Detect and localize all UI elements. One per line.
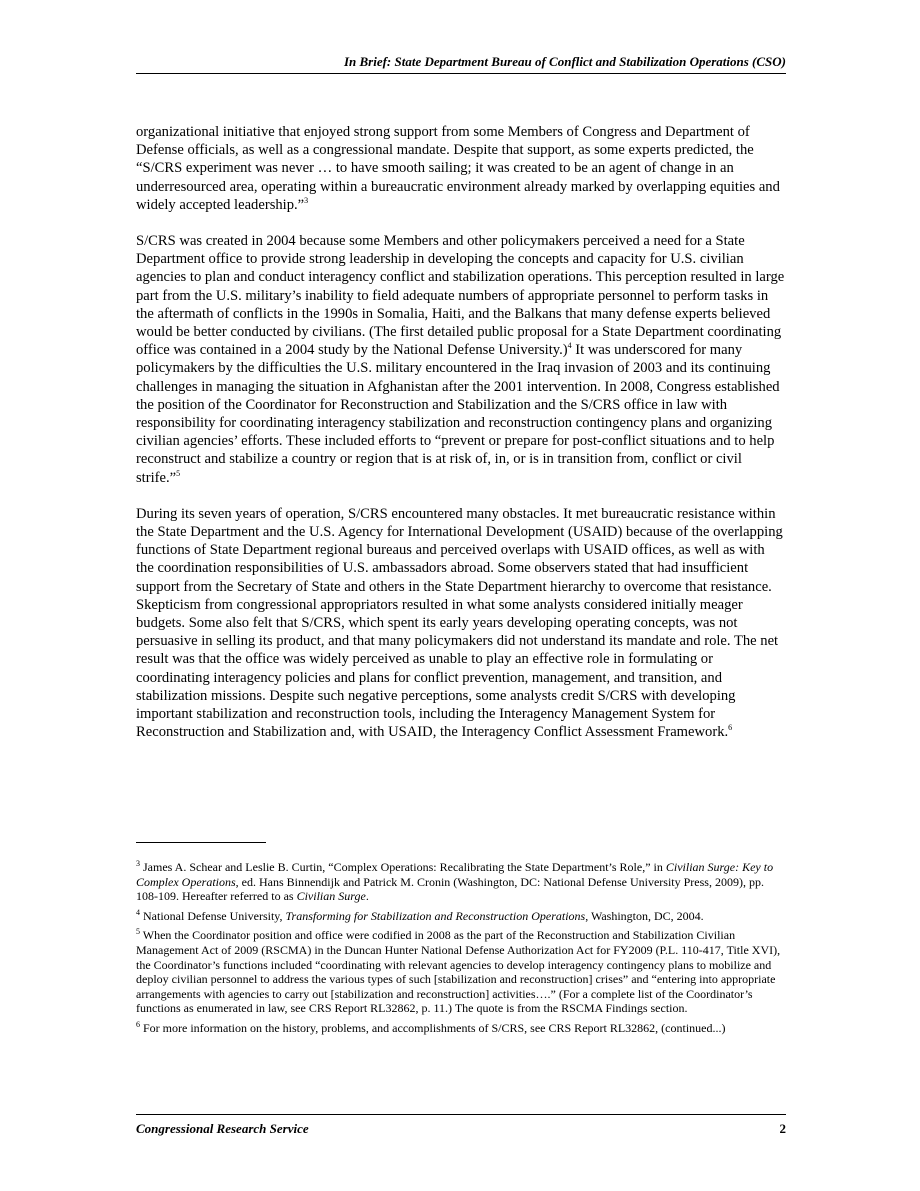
footnote-number: 4: [136, 907, 140, 917]
footnote-text: James A. Schear and Leslie B. Curtin, “Complex Operations: Recalibrating the State Department’s Role,” in: [140, 860, 666, 874]
footnote-divider: [136, 842, 266, 843]
paragraph-1: [136, 123, 786, 214]
footnote-text: For more information on the history, problems, and accomplishments of S/CRS, see CRS Report RL32862, (continued...): [140, 1020, 726, 1035]
footnote-text: , ed. Hans Binnendijk and Patrick M. Cronin (Washington, DC: National Defense University Press, 2009), pp. 108-109. Hereafter referred to as: [136, 874, 764, 904]
footnote-ref-4[interactable]: 4: [567, 341, 572, 351]
footnote-title: Civilian Surge: [296, 889, 366, 904]
footnote-number: 5: [136, 927, 140, 937]
footnote-text: , Washington, DC, 2004.: [585, 908, 704, 923]
footnote-number: 3: [136, 859, 140, 868]
footnote-6: [136, 1021, 786, 1036]
footnote-number: 6: [136, 1019, 140, 1029]
footnote-text: .: [365, 889, 369, 904]
running-header: In Brief: State Department Bureau of Conflict and Stabilization Operations (CSO): [343, 54, 786, 69]
footnote-4: [136, 909, 786, 924]
footnote-title: Civilian Surge: Key to Complex Operations: [136, 860, 774, 889]
paragraph-text: During its seven years of operation, S/CRS encountered many obstacles. It met bureaucratic resistance within the State Department and the U.S. Agency for International Development (USAID) because of the overlapping functions of State Department regional bureaus and perceived overlaps with USAID offices, as well as with the coordination responsibilities of U.S. ambassadors abroad. Some observers stated that had insufficient support from the Secretary of State and others in the State Department hierarchy to overcome that resistance. Skepticism from congressional appropriators resulted in what some analysts considered initially meager budgets. Some also felt that S/CRS, which spent its early years developing operating concepts, was not persuasive in selling its product, and that many policymakers did not understand its mandate and role. The net result was that the office was widely perceived as unable to play an effective role in formulating or coordinating interagency policies and plans for conflict prevention, management, and transition, and stabilization missions. Despite such negative perceptions, some analysts credit S/CRS with developing important stabilization and reconstruction tools, including the Interagency Management System for Reconstruction and Stabilization and, with USAID, the Interagency Conflict Assessment Framework.: [136, 505, 783, 741]
footnote-ref-5[interactable]: 5: [176, 468, 181, 478]
footnote-text: National Defense University,: [140, 908, 286, 923]
paragraph-2: [136, 232, 786, 487]
paragraph-text: organizational initiative that enjoyed strong support from some Members of Congress and Department of Defense officials, as well as a congressional mandate. Despite that support, as some experts predicted, the “S/CRS experiment was never … to have smooth sailing; it was created to be an agent of change in an underresourced area, operating within a bureaucratic environment already marked by overlapping equities and widely accepted leadership.”: [136, 124, 780, 213]
page-footer: [136, 1121, 786, 1137]
footnote-3: [136, 860, 786, 904]
footnotes: [136, 860, 786, 1041]
paragraph-text: It was underscored for many policymakers by the difficulties the U.S. military encountered in the Iraq invasion of 2003 and its continuing challenges in managing the situation in Afghanistan after the 2001 intervention. In 2008, Congress established the position of the Coordinator for Reconstruction and Stabilization and the S/CRS office in law with responsibility for coordinating interagency stabilization and reconstruction contingency plans and organizing civilian agencies’ efforts. These included efforts to “prevent or prepare for post-conflict situations and to help reconstruct and stabilize a country or region that is at risk of, in, or is in transition from, conflict or civil strife.”: [136, 342, 780, 486]
footnote-text: When the Coordinator position and office were codified in 2008 as the part of the Reconstruction and Stabilization Civilian Management Act of 2009 (RSCMA) in the Duncan Hunter National Defense Authorization Act for FY2009 (P.L. 110-417, Title XVI), the Coordinator’s functions included “coordinating with relevant agencies to develop interagency contingency plans to mobilize and deploy civilian personnel to address the various types of such [stabilization and reconstruction] crises” and “entering into appropriate arrangements with agencies to carry out [stabilization and reconstruction] activities….” (For a complete list of the Coordinator’s functions as enumerated in law, see CRS Report RL32862, p. 11.) The quote is from the RSCMA Findings section.: [136, 928, 781, 1016]
footnote-title: Transforming for Stabilization and Reconstruction Operations: [285, 908, 586, 923]
paragraph-3: [136, 505, 786, 742]
footnote-ref-3[interactable]: 3: [304, 195, 309, 205]
paragraph-text: S/CRS was created in 2004 because some Members and other policymakers perceived a need for a State Department office to provide strong leadership in developing the concepts and capacity for U.S. civilian agencies to plan and conduct interagency conflict and stabilization operations. This perception resulted in large part from the U.S. military’s inability to field adequate numbers of appropriate personnel to perform tasks in the aftermath of conflicts in the 1990s in Somalia, Haiti, and the Balkans that many defense experts believed would be better conducted by civilians. (The first detailed public proposal for a State Department coordinating office was contained in a 2004 study by the National Defense University.): [136, 233, 785, 359]
footnote-ref-6[interactable]: 6: [728, 723, 733, 733]
footnote-5: [136, 928, 786, 1016]
body-text: [136, 123, 786, 742]
footer-divider: [136, 1114, 786, 1115]
publisher-name: Congressional Research Service: [136, 1121, 309, 1136]
page-number: 2: [779, 1121, 786, 1136]
header-divider: [136, 73, 786, 74]
